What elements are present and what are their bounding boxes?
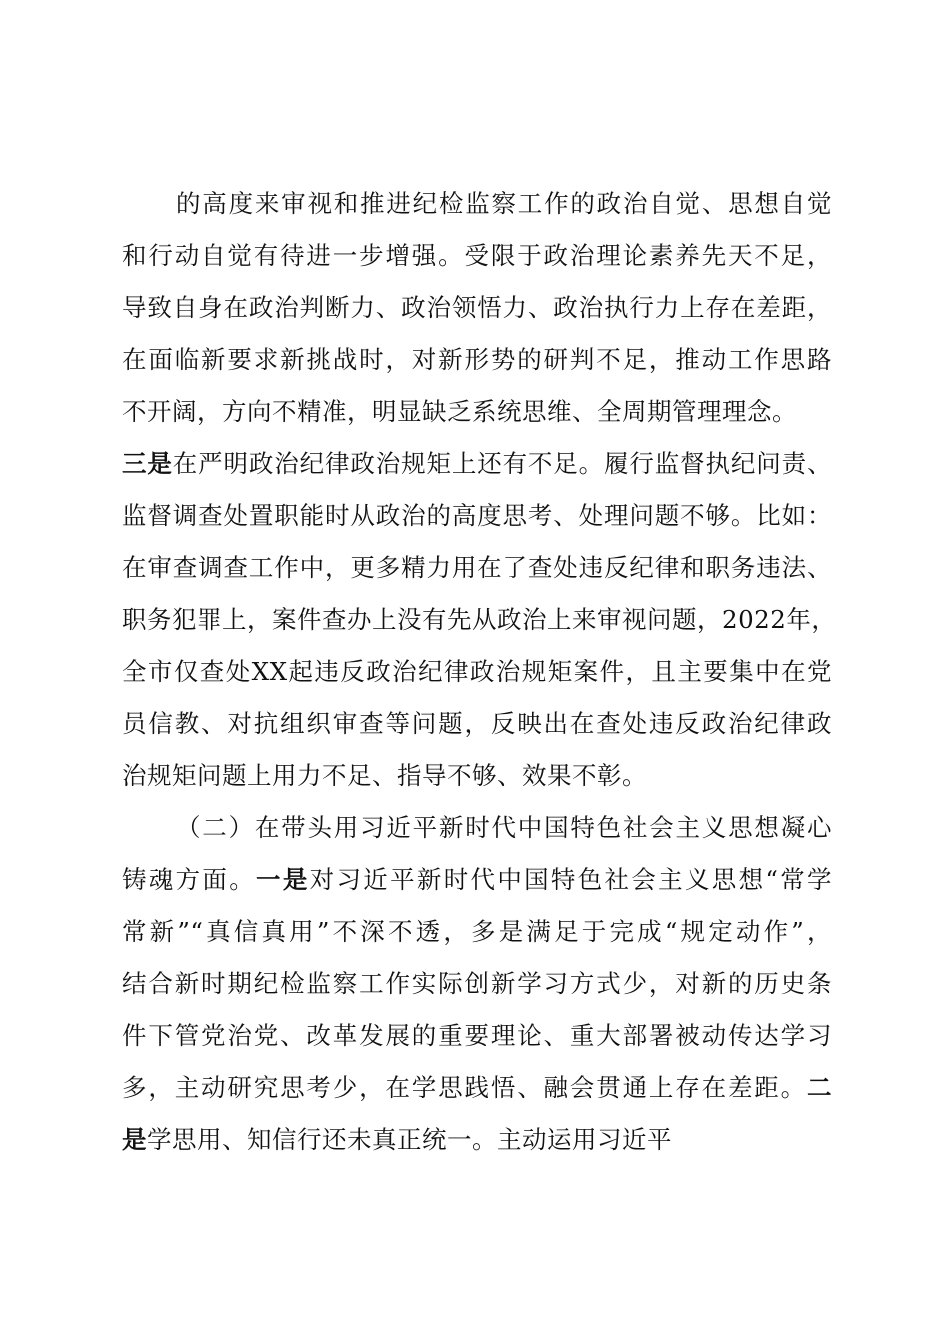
bold-marker-san-shi: 三是 [122, 449, 173, 478]
line-text: 全市仅查处XX起违反政治纪律政治规矩案件，且主要集中在党 [122, 657, 832, 686]
line-text: 铸魂方面。 [122, 865, 257, 894]
paragraph-line [122, 860, 832, 900]
paragraph-line [122, 652, 832, 692]
paragraph-line [122, 1016, 832, 1056]
paragraph-line [122, 964, 832, 1004]
line-text: 不开阔，方向不精准，明显缺乏系统思维、全周期管理理念。 [122, 397, 797, 426]
line-text: 职务犯罪上，案件查办上没有先从政治上来审视问题，2022年， [122, 605, 837, 634]
bold-marker-er: 二 [807, 1073, 832, 1102]
line-text: （二）在带头用习近平新时代中国特色社会主义思想凝心 [176, 813, 832, 842]
line-text: 的高度来审视和推进纪检监察工作的政治自觉、思想自觉 [176, 189, 832, 218]
line-text: 监督调查处置职能时从政治的高度思考、处理问题不够。比如： [122, 501, 832, 530]
paragraph-line [122, 236, 832, 276]
paragraph-line [122, 704, 832, 744]
paragraph-line [122, 392, 832, 432]
line-text: 学思用、知信行还未真正统一。主动运用习近平 [147, 1125, 672, 1154]
line-text: 导致自身在政治判断力、政治领悟力、政治执行力上存在差距， [122, 293, 832, 322]
line-text: 在严明政治纪律政治规矩上还有不足。履行监督执纪问责、 [172, 449, 833, 478]
paragraph-line [122, 288, 832, 328]
line-text: 多，主动研究思考少，在学思践悟、融会贯通上存在差距。 [122, 1073, 807, 1102]
line-text: 件下管党治党、改革发展的重要理论、重大部署被动传达学习 [122, 1021, 832, 1050]
paragraph-line [122, 548, 832, 588]
bold-marker-yi-shi: 一是 [256, 865, 310, 894]
line-text: 和行动自觉有待进一步增强。受限于政治理论素养先天不足， [122, 241, 832, 270]
line-text: 结合新时期纪检监察工作实际创新学习方式少，对新的历史条 [122, 969, 832, 998]
line-text: 常新”“真信真用”不深不透，多是满足于完成“规定动作”， [122, 917, 832, 946]
bold-marker-shi: 是 [122, 1125, 147, 1154]
paragraph-line [176, 184, 832, 224]
section-heading-line [176, 808, 832, 848]
paragraph-line [122, 756, 832, 796]
line-text: 员信教、对抗组织审查等问题，反映出在查处违反政治纪律政 [122, 709, 832, 738]
paragraph-line [122, 496, 832, 536]
line-text: 在审查调查工作中，更多精力用在了查处违反纪律和职务违法、 [122, 553, 832, 582]
paragraph-line [122, 912, 832, 952]
paragraph-line [122, 444, 832, 484]
paragraph-line [122, 340, 832, 380]
paragraph-line [122, 600, 837, 640]
paragraph-line [122, 1068, 832, 1108]
paragraph-line [122, 1120, 832, 1160]
line-text: 对习近平新时代中国特色社会主义思想“常学 [309, 865, 833, 894]
line-text: 在面临新要求新挑战时，对新形势的研判不足，推动工作思路 [122, 345, 832, 374]
line-text: 治规矩问题上用力不足、指导不够、效果不彰。 [122, 761, 647, 790]
